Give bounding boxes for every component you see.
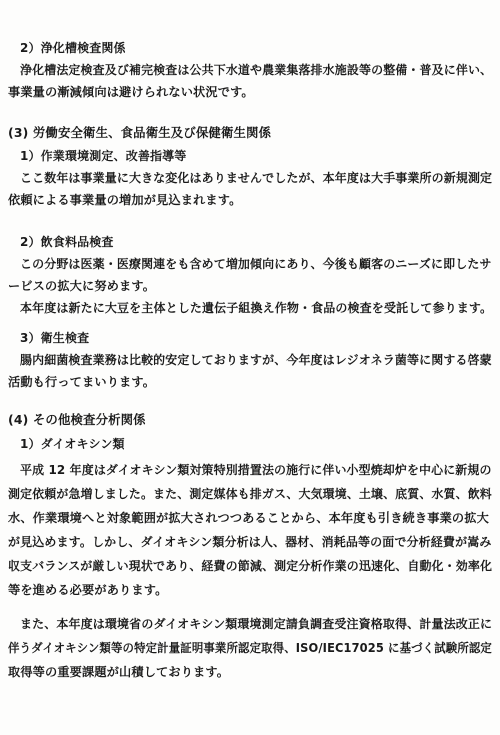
section-2-line-2: 事業量の漸減傾向は避けられない状況です。	[8, 85, 254, 99]
section-4-1-line-2: 測定依頼が急増しました。また、測定媒体も排ガス、大気環境、土壌、底質、水質、飲料	[8, 487, 492, 501]
section-4-1-line-7: また、本年度は環境省のダイオキシン類環境測定請負調査受注資格取得、計量法改正に	[20, 617, 493, 631]
section-3-2-line-1: この分野は医薬・医療関連をも含めて増加傾向にあり、今後も顧客のニーズに即したサ	[20, 257, 492, 271]
section-4-1-line-6: 等を進める必要があります。	[8, 583, 168, 597]
section-3-3-heading: 3）衛生検査	[20, 331, 90, 345]
section-4-1-line-9: 取得等の重要課題が山積しております。	[8, 665, 230, 679]
section-4-1-line-4: が見込めます。しかし、ダイオキシン類分析は人、器材、消耗品等の面で分析経費が嵩み	[8, 535, 492, 549]
section-3-1-line-1: ここ数年は事業量に大きな変化はありませんでしたが、本年度は大手事業所の新規測定	[20, 171, 493, 185]
section-4-heading: (4) その他検査分析関係	[8, 412, 146, 427]
section-4-1-line-5: 収支バランスが厳しい現状であり、経費の節減、測定分析作業の迅速化、自動化・効率化	[8, 559, 493, 573]
section-3-2-line-3: 本年度は新たに大豆を主体とした遺伝子組換え作物・食品の検査を受託して参ります。	[20, 301, 493, 315]
section-2-heading: 2）浄化槽検査関係	[20, 41, 126, 55]
section-3-3-line-2: 活動も行ってまいります。	[8, 375, 156, 389]
section-4-1-line-8: 伴うダイオキシン類等の特定計量証明事業所認定取得、ISO/IEC17025 に基づく試験所認定	[8, 641, 492, 655]
section-3-1-line-2: 依頼による事業量の増加が見込まれます。	[8, 193, 242, 207]
section-2-line-1: 浄化槽法定検査及び補完検査は公共下水道や農業集落排水施設等の整備・普及に伴い、	[20, 63, 493, 77]
section-4-1-heading: 1）ダイオキシン類	[20, 437, 125, 451]
section-3-2-heading: 2）飲食料品検査	[20, 235, 114, 249]
section-3-1-heading: 1）作業環境測定、改善指導等	[20, 149, 187, 163]
section-3-3-line-1: 腸内細菌検査業務は比較的安定しておりますが、今年度はレジオネラ菌等に関する啓蒙	[20, 353, 492, 367]
section-3-2-line-2: ービスの拡大に努めます。	[8, 279, 156, 293]
section-3-heading: (3) 労働安全衛生、食品衛生及び保健衛生関係	[8, 125, 272, 140]
section-4-1-line-3: 水、作業環境へと対象範囲が拡大されつつあることから、本年度も引き続き事業の拡大	[8, 511, 489, 525]
section-4-1-line-1: 平成 12 年度はダイオキシン類対策特別措置法の施行に伴い小型焼却炉を中心に新規の	[20, 463, 492, 477]
